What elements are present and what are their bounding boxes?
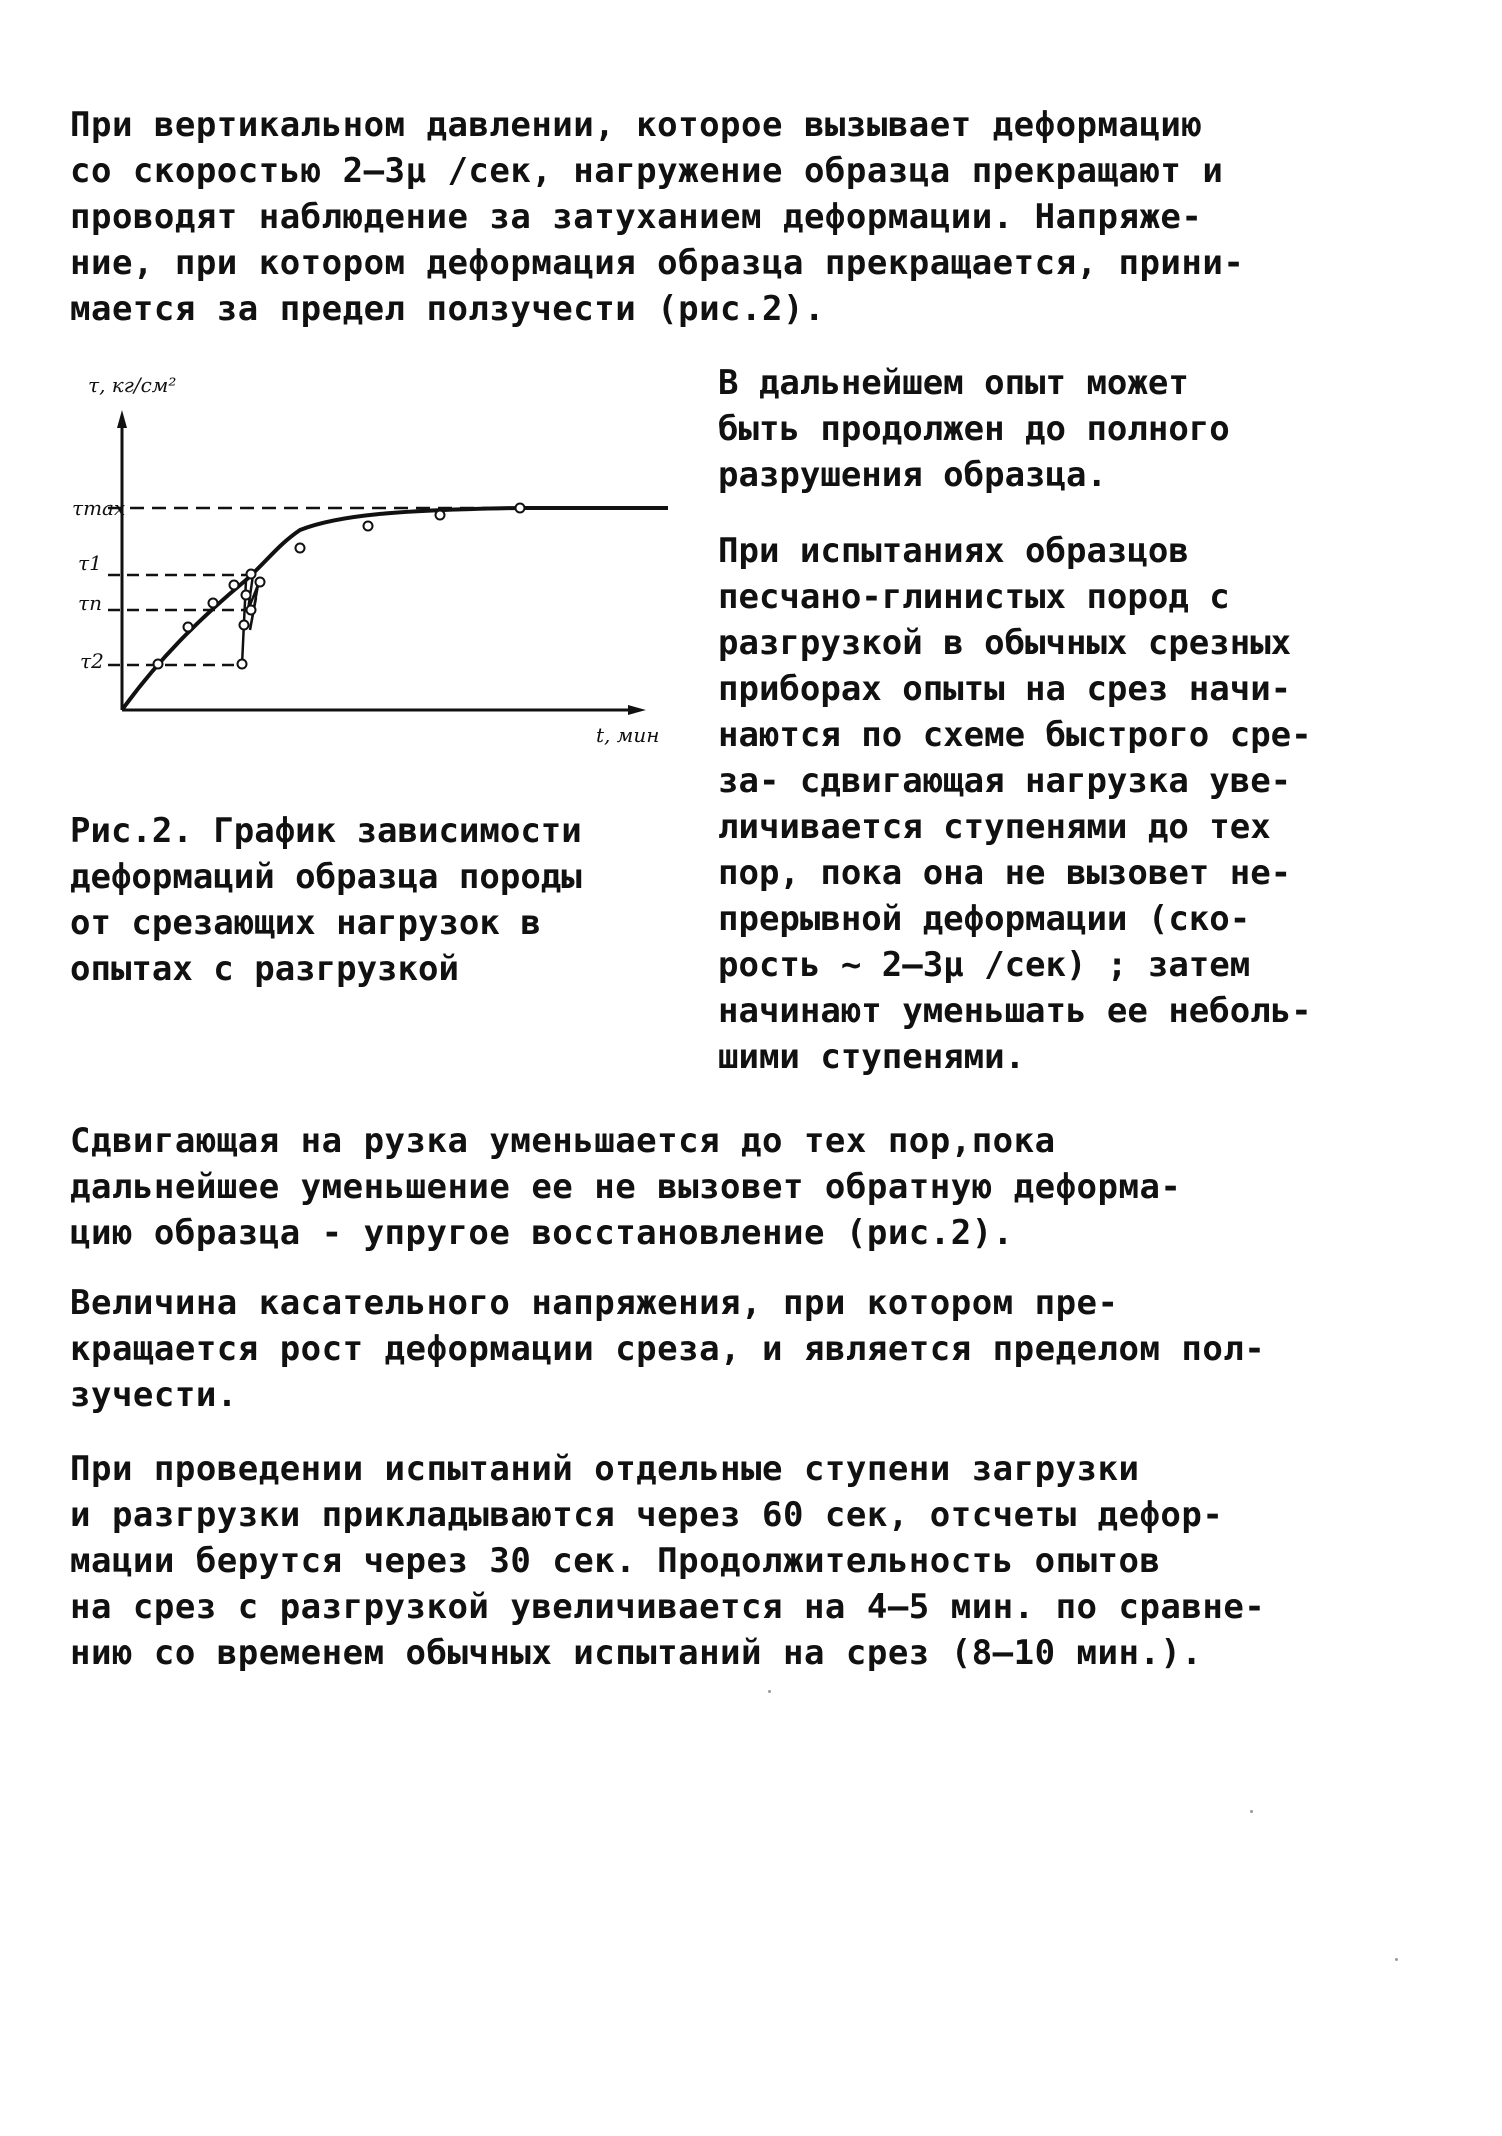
- y-axis-label: τ, кг/см²: [88, 373, 177, 397]
- data-point: [247, 606, 256, 615]
- x-axis-arrow: [628, 705, 646, 715]
- data-point: [209, 599, 218, 608]
- data-point: [364, 522, 373, 531]
- tick-label-tn: τn: [78, 591, 102, 615]
- paragraph-further-test: В дальнейшем опыт может быть продолжен до полного разрушения образца.: [718, 363, 1230, 495]
- scan-speck: [768, 1690, 771, 1693]
- scan-speck: [1250, 1810, 1253, 1813]
- data-point: [436, 511, 445, 520]
- tick-label-tmax: τmax: [72, 496, 126, 520]
- figure-caption: Рис.2. График зависимости деформаций образца породы от срезающих нагрузок в опытах с разгрузкой: [70, 811, 582, 989]
- paragraph-shear-load-decrease: Сдвигающая на рузка уменьшается до тех пор,пока дальнейшее уменьшение ее не вызовет обратную деформа- цию образца - упругое восстановление (рис.2).: [70, 1121, 1182, 1253]
- y-axis-arrow: [117, 410, 127, 428]
- data-point: [516, 504, 525, 513]
- scan-speck: [1395, 1958, 1398, 1961]
- paragraph-creep-limit: При вертикальном давлении, которое вызывает деформацию со скоростью 2–3μ /сек, нагружение образца прекращают и проводят наблюдение за затуханием деформации. Напряже- ние, при котором деформация образца прекращается, прини- мается за предел ползучести (рис.2).: [70, 105, 1245, 329]
- data-point: [256, 578, 265, 587]
- data-point: [184, 623, 193, 632]
- tick-label-t2: τ2: [80, 649, 104, 673]
- data-point: [296, 544, 305, 553]
- paragraph-unloading-tests: При испытаниях образцов песчано-глинистых пород с разгрузкой в обычных срезных приборах опыты на срез начи- наются по схеме быстрого сре- за- сдвигающая нагрузка уве- личивается ступенями до тех пор, пока она не вызовет не- прерывной деформации (ско- рость ~ 2–3μ /сек) ; затем начинают уменьшать ее неболь- шими ступенями.: [718, 531, 1312, 1077]
- tick-label-t1: τ1: [78, 551, 102, 575]
- data-point: [154, 660, 163, 669]
- data-point: [242, 591, 251, 600]
- data-point: [240, 621, 249, 630]
- paragraph-test-procedure: При проведении испытаний отдельные ступени загрузки и разгрузки прикладываются через 60 сек, отсчеты дефор- мации берутся через 30 сек. Продолжительность опытов на срез с разгрузкой увеличивается на 4–5 мин. по сравне- нию со временем обычных испытаний на срез (8–10 мин.).: [70, 1449, 1266, 1673]
- data-point: [247, 570, 256, 579]
- x-axis-label: t, мин: [596, 723, 660, 747]
- figure-deformation-graph: [68, 370, 678, 790]
- paragraph-tangential-stress: Величина касательного напряжения, при котором пре- кращается рост деформации среза, и является пределом пол- зучести.: [70, 1283, 1266, 1415]
- data-point: [230, 581, 239, 590]
- data-point: [238, 660, 247, 669]
